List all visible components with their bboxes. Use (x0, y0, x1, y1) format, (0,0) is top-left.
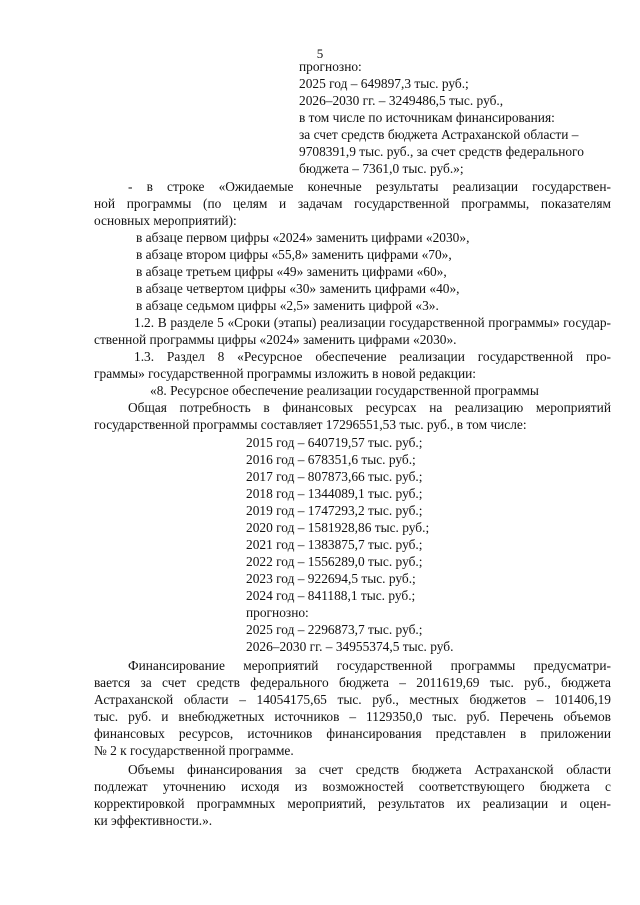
volumes-line-1: Объемы финансирования за счет средств бюджета Астраханской области (128, 762, 611, 777)
total-need-line-1: Общая потребность в финансовых ресурсах на реализацию мероприятий (128, 400, 611, 415)
year-2019: 2019 год – 1747293,2 тыс. руб.; (246, 503, 423, 518)
years-2026-2030: 2026–2030 гг. – 34955374,5 тыс. руб. (246, 639, 454, 654)
volumes-line-4: ки эффективности.». (94, 813, 213, 828)
year-2024: 2024 год – 841188,1 тыс. руб.; (246, 588, 416, 603)
expected-results-line-2: ной программы (по целям и задачам государственной программы, показателям (94, 196, 611, 211)
year-2022: 2022 год – 1556289,0 тыс. руб.; (246, 554, 423, 569)
abzac-item-2: в абзаце втором цифры «55,8» заменить цифрами «70», (136, 247, 452, 262)
page-number: 5 (316, 46, 324, 61)
year-2015: 2015 год – 640719,57 тыс. руб.; (246, 435, 423, 450)
funding-line-5: финансовых ресурсов, источников финансирования представлен в приложении (94, 726, 611, 741)
abzac-item-1: в абзаце первом цифры «2024» заменить цифрами «2030», (136, 230, 470, 245)
year-2018: 2018 год – 1344089,1 тыс. руб.; (246, 486, 423, 501)
funding-line-4: тыс. руб. и внебюджетных источников – 1129350,0 тыс. руб. Перечень объемов (94, 709, 611, 724)
sources-line-2: 9708391,9 тыс. руб., за счет средств федерального (299, 144, 584, 159)
expected-results-line-1: - в строке «Ожидаемые конечные результаты реализации государствен- (128, 179, 611, 194)
para-1-3-line-1: 1.3. Раздел 8 «Ресурсное обеспечение реализации государственной про- (134, 349, 611, 364)
section-8-title: «8. Ресурсное обеспечение реализации государственной программы (150, 383, 539, 398)
volumes-line-3: корректировкой программных мероприятий, результатов их реализации и оцен- (94, 796, 611, 811)
year-2017: 2017 год – 807873,66 тыс. руб.; (246, 469, 423, 484)
forecast-label: прогнозно: (299, 59, 362, 74)
para-1-2-line-2: ственной программы цифры «2024» заменить цифрами «2030». (94, 332, 457, 347)
funding-line-1: Финансирование мероприятий государственной программы предусматри- (128, 658, 611, 673)
para-1-3-line-2: граммы» государственной программы изложить в новой редакции: (94, 366, 477, 381)
year-2025: 2025 год – 2296873,7 тыс. руб.; (246, 622, 423, 637)
expected-results-line-3: основных мероприятий): (94, 213, 237, 228)
para-1-2-line-1: 1.2. В разделе 5 «Сроки (этапы) реализации государственной программы» государ- (134, 315, 611, 330)
sources-line-1: за счет средств бюджета Астраханской области – (299, 127, 579, 142)
year-2016: 2016 год – 678351,6 тыс. руб.; (246, 452, 416, 467)
funding-line-3: Астраханской области – 14054175,65 тыс. руб., местных бюджетов – 101406,19 (94, 692, 611, 707)
total-need-line-2: государственной программы составляет 17296551,53 тыс. руб., в том числе: (94, 417, 527, 432)
forecast-2026-2030: 2026–2030 гг. – 3249486,5 тыс. руб., (299, 93, 504, 108)
sources-heading: в том числе по источникам финансирования: (299, 110, 555, 125)
year-2021: 2021 год – 1383875,7 тыс. руб.; (246, 537, 423, 552)
volumes-line-2: подлежат уточнению исходя из возможностей соответствующего бюджета с (94, 779, 611, 794)
funding-line-6: № 2 к государственной программе. (94, 743, 294, 758)
sources-line-3: бюджета – 7361,0 тыс. руб.»; (299, 161, 464, 176)
abzac-item-5: в абзаце седьмом цифры «2,5» заменить цифрой «3». (136, 298, 439, 313)
year-2023: 2023 год – 922694,5 тыс. руб.; (246, 571, 416, 586)
year-2020: 2020 год – 1581928,86 тыс. руб.; (246, 520, 430, 535)
forecast-2025: 2025 год – 649897,3 тыс. руб.; (299, 76, 469, 91)
funding-line-2: вается за счет средств федерального бюджета – 2011619,69 тыс. руб., бюджета (94, 675, 611, 690)
abzac-item-4: в абзаце четвертом цифры «30» заменить цифрами «40», (136, 281, 460, 296)
forecast-label-2: прогнозно: (246, 605, 309, 620)
abzac-item-3: в абзаце третьем цифры «49» заменить цифрами «60», (136, 264, 447, 279)
